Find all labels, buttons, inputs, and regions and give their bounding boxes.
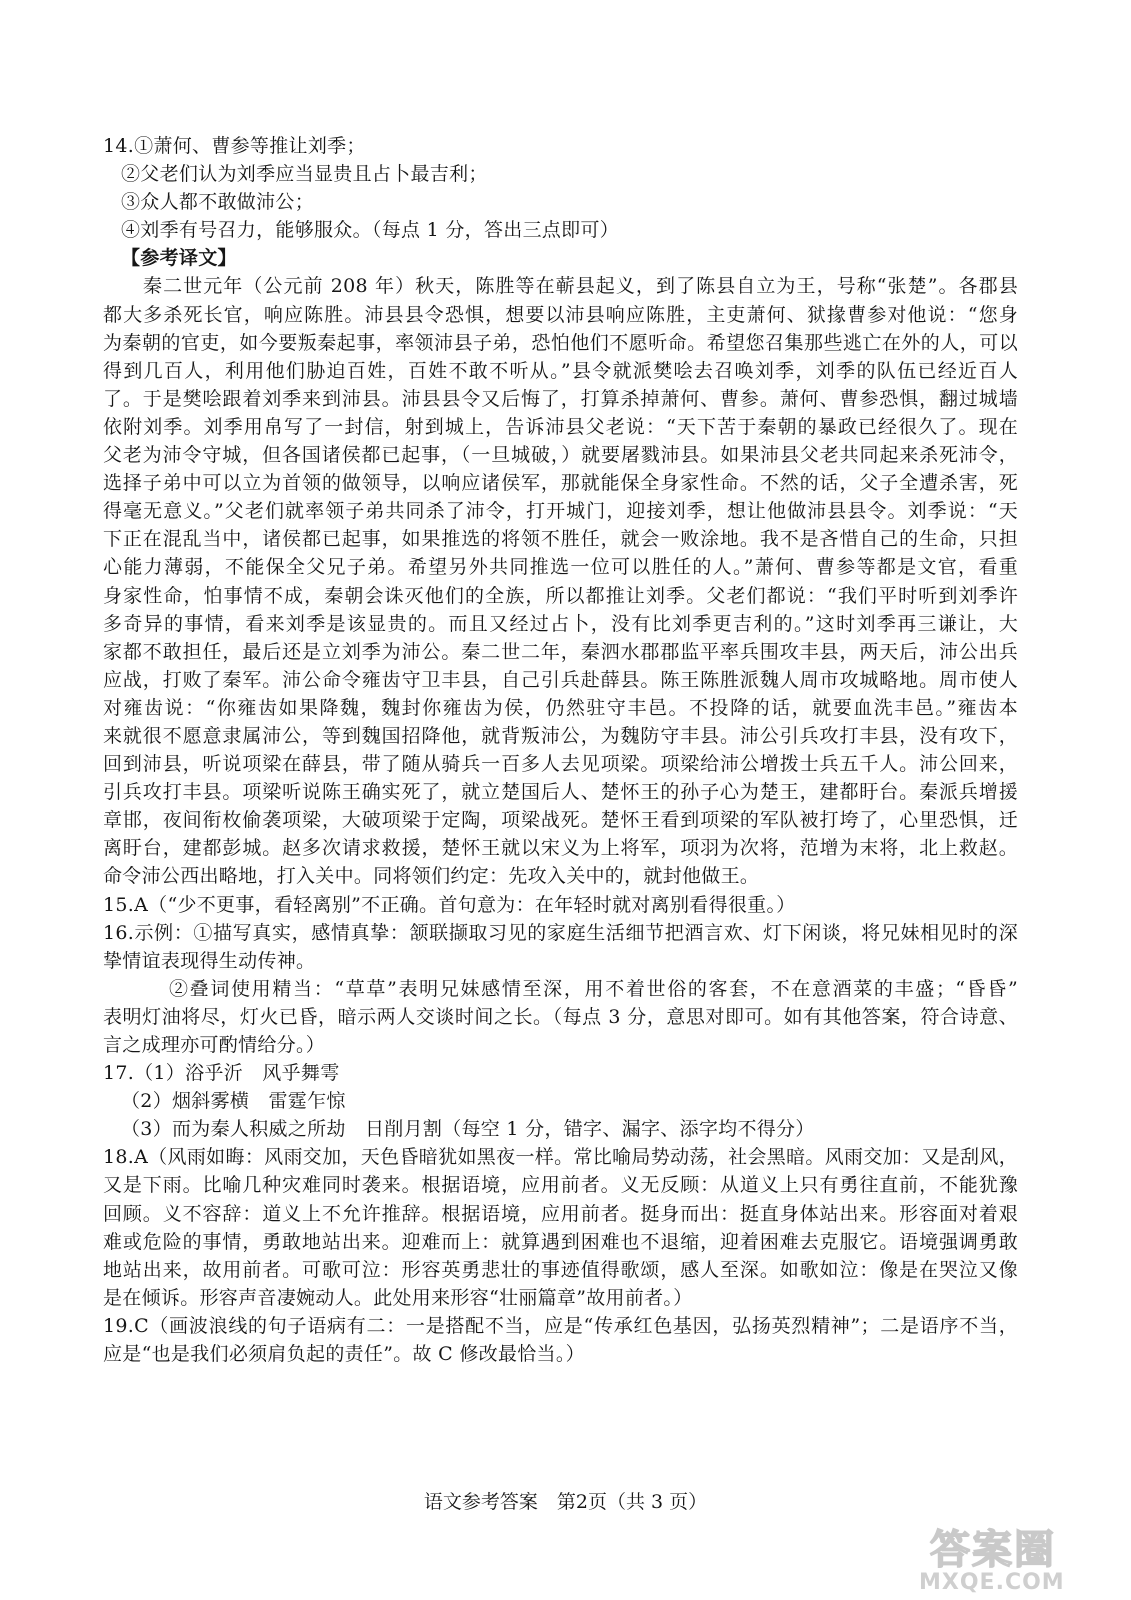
- text-line: ④刘季有号召力，能够服众。（每点 1 分，答出三点即可）: [121, 219, 620, 242]
- text-line: ②父老们认为刘季应当显贵且占卜最吉利；: [121, 163, 488, 186]
- text-line: 言之成理亦可酌情给分。）: [103, 1034, 326, 1056]
- text-line: 了。于是樊哙跟着刘季来到沛县。沛县县令又后悔了，打算杀掉萧何、曹参。萧何、曹参恐惧，翻过城墙: [103, 387, 1018, 410]
- text-line: 选择子弟中可以立为首领的做领导，以响应诸侯军，那就能保全身家性命。不然的话，父子全遭杀害，死: [103, 472, 1018, 495]
- text-line: 身家性命，怕事情不成，秦朝会诛灭他们的全族，所以都推让刘季。父老们都说：“我们平时听到刘季许: [103, 584, 1018, 607]
- text-line: 多奇异的事情，看来刘季是该显贵的。而且又经过占卜，没有比刘季更吉利的。”这时刘季再三谦让，大: [103, 612, 1018, 635]
- text-line: 16.示例：①描写真实，感情真挚：颔联撷取习见的家庭生活细节把酒言欢、灯下闲谈，将兄妹相见时的深: [103, 921, 1018, 944]
- text-line: 依附刘季。刘季用帛写了一封信，射到城上，告诉沛县父老说：“天下苦于秦朝的暴政已经很久了。现在: [103, 415, 1018, 438]
- text-line: 19.C（画波浪线的句子语病有二：一是搭配不当，应是“传承红色基因，弘扬英烈精神”；二是语序不当，: [103, 1314, 1018, 1337]
- text-line: 17.（1）浴乎沂 风乎舞雩: [103, 1062, 340, 1085]
- text-line: 下正在混乱当中，诸侯都已起事，如果推选的将领不胜任，就会一败涂地。我不是吝惜自己的生命，只担: [103, 528, 1018, 551]
- text-line: 地站出来，故用前者。可歌可泣：形容英勇悲壮的事迹值得歌颂，感人至深。如歌如泣：像是在哭泣又像: [103, 1258, 1018, 1281]
- text-line: 秦二世元年（公元前 208 年）秋天，陈胜等在蕲县起义，到了陈县自立为王，号称“张楚”。各郡县: [143, 275, 1018, 298]
- page-footer: 语文参考答案 第2页（共 3 页）: [423, 1491, 708, 1513]
- watermark-title: 答案圈: [930, 1527, 1056, 1573]
- text-line: 是在倾诉。形容声音凄婉动人。此处用来形容“壮丽篇章”故用前者。）: [103, 1286, 693, 1309]
- text-line: （3）而为秦人积威之所劫 日削月割（每空 1 分，错字、漏字、添字均不得分）: [121, 1118, 815, 1141]
- text-line: 离盱台，建都彭城。赵多次请求救援，楚怀王就以宋义为上将军，项羽为次将，范增为末将，北上救赵。: [103, 837, 1018, 860]
- text-line: 心能力薄弱，不能保全父兄子弟。希望另外共同推选一位可以胜任的人。”萧何、曹参等都是文官，看重: [103, 556, 1018, 579]
- text-line: 14.①萧何、曹参等推让刘季；: [103, 135, 366, 157]
- text-line: 挚情谊表现得生动传神。: [103, 949, 316, 972]
- text-line: 引兵攻打丰县。项梁听说陈王确实死了，就立楚国后人、楚怀王的孙子心为楚王，建都盱台。秦派兵增援: [103, 781, 1018, 804]
- text-line: 来就很不愿意隶属沛公，等到魏国招降他，就背叛沛公，为魏防守丰县。沛公引兵攻打丰县，没有攻下，: [103, 724, 1018, 747]
- text-line: 回到沛县，听说项梁在薛县，带了随从骑兵一百多人去见项梁。项梁给沛公增拨士兵五千人。沛公回来，: [103, 753, 1018, 776]
- text-line: ②叠词使用精当：“草草”表明兄妹感情至深，用不着世俗的客套，不在意酒菜的丰盛；“昏昏”: [169, 977, 1018, 1000]
- text-line: 得到几百人，利用他们胁迫百姓，百姓不敢不听从。”县令就派樊哙去召唤刘季，刘季的队伍已经近百人: [103, 359, 1018, 382]
- text-line: 都大多杀死长官，响应陈胜。沛县县令恐惧，想要以沛县响应陈胜，主吏萧何、狱掾曹参对他说：“您身: [103, 303, 1018, 326]
- text-line: 家都不敢担任，最后还是立刘季为沛公。秦二世二年，秦泗水郡郡监平率兵围攻丰县，两天后，沛公出兵: [103, 640, 1018, 663]
- text-line: 18.A（风雨如晦：风雨交加，天色昏暗犹如黑夜一样。常比喻局势动荡，社会黑暗。风雨交加：又是刮风，: [103, 1146, 1018, 1169]
- text-line: 应战，打败了秦军。沛公命令雍齿守卫丰县，自己引兵赴薛县。陈王陈胜派魏人周市攻城略地。周市使人: [103, 668, 1018, 691]
- document-body: [103, 132, 1018, 1368]
- text-line: 又是下雨。比喻几种灾难同时袭来。根据语境，应用前者。义无反顾：从道义上只有勇往直前，不能犹豫: [103, 1174, 1018, 1197]
- watermark-logo: [915, 1518, 1120, 1594]
- watermark-domain: MXQE.COM: [919, 1570, 1065, 1595]
- text-line: 章邯，夜间衔枚偷袭项梁，大破项梁于定陶，项梁战死。楚怀王看到项梁的军队被打垮了，心里恐惧，迁: [103, 809, 1018, 832]
- text-line: 回顾。义不容辞：道义上不允许推辞。根据语境，应用前者。挺身而出：挺直身体站出来。形容面对着艰: [103, 1202, 1018, 1225]
- text-line: 得毫无意义。”父老们就率领子弟共同杀了沛令，打开城门，迎接刘季，想让他做沛县县令。刘季说：“天: [103, 500, 1018, 523]
- text-line: 表明灯油将尽，灯火已昏，暗示两人交谈时间之长。（每点 3 分，意思对即可。如有其他答案，符合诗意、: [103, 1005, 1018, 1028]
- text-line: 应是“也是我们必须肩负起的责任”。故 C 修改最恰当。）: [103, 1343, 585, 1366]
- text-line: 对雍齿说：“你雍齿如果降魏，魏封你雍齿为侯，仍然驻守丰邑。不投降的话，就要血洗丰邑。”雍齿本: [103, 696, 1018, 719]
- text-line: 难或危险的事情，勇敢地站出来。迎难而上：就算遇到困难也不退缩，迎着困难去克服它。语境强调勇敢: [103, 1230, 1018, 1253]
- text-line: （2）烟斜雾横 雷霆乍惊: [121, 1090, 346, 1113]
- text-line: 为秦朝的官吏，如今要叛秦起事，率领沛县子弟，恐怕他们不愿听命。希望您召集那些逃亡在外的人，可以: [103, 331, 1018, 354]
- text-line: 父老为沛令守城，但各国诸侯都已起事，（一旦城破，）就要屠戮沛县。如果沛县父老共同起来杀死沛令，: [103, 444, 1018, 467]
- text-line: 命令沛公西出略地，打入关中。同将领们约定：先攻入关中的，就封他做王。: [103, 865, 760, 888]
- text-line: ③众人都不敢做沛公；: [121, 191, 315, 214]
- text-line: 15.A（“少不更事，看轻离别”不正确。首句意为：在年轻时就对离别看得很重。）: [103, 893, 796, 916]
- text-line: 【参考译文】: [121, 247, 237, 270]
